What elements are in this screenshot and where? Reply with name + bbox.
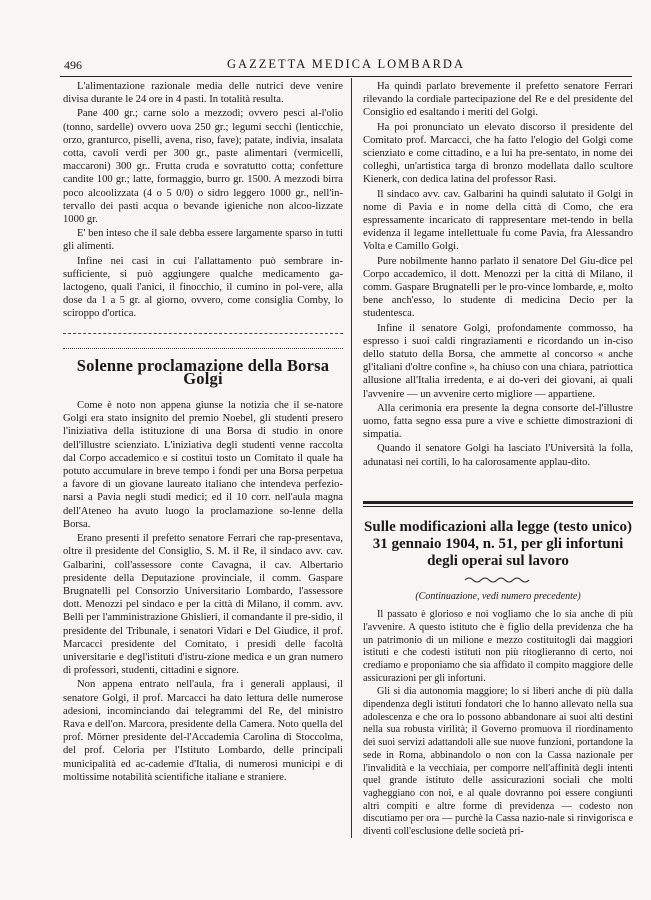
section-rule [363, 501, 633, 507]
running-title: GAZZETTA MEDICA LOMBARDA [227, 57, 465, 71]
heading-line: Sulle modificazioni alla legge (testo unico) [364, 518, 632, 535]
paragraph: Pure nobilmente hanno parlato il senatore Del Giu-dice pel Corpo accademico, il dott. Menozzi per la città di Milano, il comm. Gaspare Brugnatelli per le pro-vince lombarde, e, molto bene anch'esso, lo studente di medicina Decio per la studentesca. [363, 255, 633, 320]
paragraph: Infine nei casi in cui l'allattamento può sembrare in-sufficiente, si può aggiungere qualche medicamento ga-lactogeno, quali l'anici, il finocchio, il cumino in pol-vere, alla dose da 1 a 5 gr. al giorno, ovvero, come consiglia Comby, lo sciroppo d'ortica. [63, 255, 343, 320]
ornamental-divider [63, 333, 343, 349]
paragraph: Pane 400 gr.; carne solo a mezzodì; ovvero pesci al-l'olio (tonno, sardelle) ovvero uova 250 gr.; legumi secchi (lenticchie, orzo, granturco, piselli, avena, riso, fave); patate, indivia, insalata cotta, cavoli verdi per 300 gr., paste alimentari (vermicelli, maccaroni) 300 gr.. Frutta cruda e sovratutto cotta; confetture candite 100 gr.; latte, formaggio, burro gr. 1500. A mezzodì birra poco alcoolizzata (4 o 5 0/0) o sidro leggero 1000 gr., nell'in-tervallo dei pasti acqua o bevande igieniche non alcoo-lizzate 1000 gr. [63, 108, 343, 226]
column-divider [351, 78, 352, 838]
article-body [363, 609, 633, 839]
paragraph: Non appena entrato nell'aula, fra i generali applausi, il senatore Golgi, il prof. Marcacci ha dato lettura delle numerose adesioni, incominciando dai telegrammi del Re, del ministro Rava e dell'on. Marcora, presidente della Camera. Noto quella del prof. Mörner presidente del-l'Accademia Carolina di Stoccolma, del prof. Celoria per l'Istituto Lombardo, delle principali municipalità ed ac-cademie d'Italia, di numerosi municipi e di moltissime notabilità scientifiche italiane e straniere. [63, 679, 343, 783]
paragraph: Erano presenti il prefetto senatore Ferrari che rap-presentava, oltre il presidente del Consiglio, S. M. il Re, il sindaco avv. cav. Galbarini, coll'assessore conte Cavagna, il cav. Albertario presidente della Deputazione provinciale, il comm. Gaspare Brugnatelli pel Consorzio Universitario Lombardo, l'assessore dott. Menozzi pel sindaco e per la città di Milano, il comm. avv. Belli per l'amministrazione Ghislieri, il comandante il pre-sidio, il presidente del Tribunale, i senatori Vidari e Del Giudice, il prof. Marcacci presidente del Comitato, i presidi delle facoltà universitarie e degl'istituti d'istru-zione medica e un gran numero di professori, studenti, cittadini e signore. [63, 533, 343, 677]
article-heading: Solenne proclamazione della Borsa Golgi [76, 355, 330, 388]
paragraph: Come è noto non appena giunse la notizia che il se-natore Golgi era stato insignito del premio Noebel, gli studenti presero l'iniziativa della istituzione di una Borsa di studio in onore dell'illustre scienziato. L'iniziativa degli studenti venne raccolta dal Corpo accademico e si costituì tosto un Comitato il quale ha potuto accumulare in breve tempo i fondi per una Borsa perpetua a favore di un giovane laureato italiano che intendeva perfezio-narsi a Pavia negli studi medici; ed il 10 corr. nell'aula magna dell'Ateneo ha avuto luogo la proclamazione so-lenne della Borsa. [63, 400, 343, 530]
heading-line: degli operai sul lavoro [427, 552, 569, 569]
running-header [60, 54, 632, 77]
paragraph: Infine il senatore Golgi, profondamente commosso, ha espresso i suoi caldi ringraziamenti e ricordando un in-ciso dello statuto della Borsa, che ammette al concorso « anche gl'italiani d'oltre confine », ha chiuso con una chiara, patriottica allusione all'Italia irredenta, e ai do-veri dei giovani, ai quali l'avvenire — un avvenire certo migliore — appartiene. [363, 322, 633, 400]
paragraph: E' ben inteso che il sale debba essere largamente sparso in tutti gli alimenti. [63, 228, 343, 253]
heading-line: 31 gennaio 1904, n. 51, per gli infortuni [372, 535, 624, 552]
paragraph: Gli si dia autonomia maggiore; lo si liberi anche di più dalla dipendenza degli istituti fondatori che lo hanno allevato nella sua adolescenza e che ora lo possono abbandonare ai suoi alti destini nella sua robusta virilità; il Governo promuova il riordinamento dei suoi servizi adattandoli alle sue nuove funzioni, portandone la sede in Roma, abbinandolo o non con la Cassa nazionale per l'invalidità e la vecchiaia, per comporre nell'affinità degli intenti quel grande istituto delle assicurazioni sociali che molti vagheggiano con noi, e al quale dovranno poi essere congiunti altri compiti e altre forme di previdenza — codesto non discutiamo per ora — purchè la Cassa nazio-nale si rinvigorisca e diventi coll'esclusione delle società pri- [363, 686, 633, 838]
right-column [363, 80, 633, 840]
page-number: 496 [64, 58, 82, 72]
paragraph: Il sindaco avv. cav. Galbarini ha quindi salutato il Golgi in nome di Pavia e in nome della città di Como, che era espressamente incaricato di rappresentare met-tendo in bella evidenza il legame intellettuale fu come Pavia, fra Alessandro Volta e Camillo Golgi. [363, 188, 633, 253]
squiggle-ornament [463, 576, 533, 584]
paragraph: Alla cerimonia era presente la degna consorte del-l'illustre uomo, fatta segno essa pure a vive e schiette dimostrazioni di simpatia. [363, 402, 633, 441]
continuation-note: (Continuazione, vedi numero precedente) [415, 590, 581, 602]
paragraph: Ha quindi parlato brevemente il prefetto senatore Ferrari rilevando la cordiale partecipazione del Re e del presidente del Consiglio ed esaltando i meriti del Golgi. [363, 81, 633, 119]
left-column [63, 80, 343, 785]
paragraph: Quando il senatore Golgi ha lasciato l'Università la folla, adunatasi nei cortili, lo ha calorosamente applau-dito. [363, 443, 633, 468]
paragraph: Ha poi pronunciato un elevato discorso il presidente del Comitato prof. Marcacci, che ha fatto l'elogio del Golgi come scienziato e come cittadino, e a lui ha pre-sentato, in nome dei colleghi, un'artistica targa di bronzo modellata dallo scultore Kienerk, con dedica latina del professor Rasi. [363, 121, 633, 186]
paragraph: Il passato è glorioso e noi vogliamo che lo sia anche di più l'avvenire. A questo istituto che è figlio della previdenza che ha un patrimonio di un milione e mezzo costituitogli dai maggiori istituti e che codesti istituti non più ritoglieranno di certo, noi crediamo e proponiamo che sia affidato il compito maggiore delle assicurazioni per gli infortuni. [363, 609, 633, 684]
paragraph: L'alimentazione razionale media delle nutrici deve venire divisa durante le 24 ore in 4 pasti. In totalità resulta. [63, 81, 343, 106]
article-heading [363, 519, 633, 570]
